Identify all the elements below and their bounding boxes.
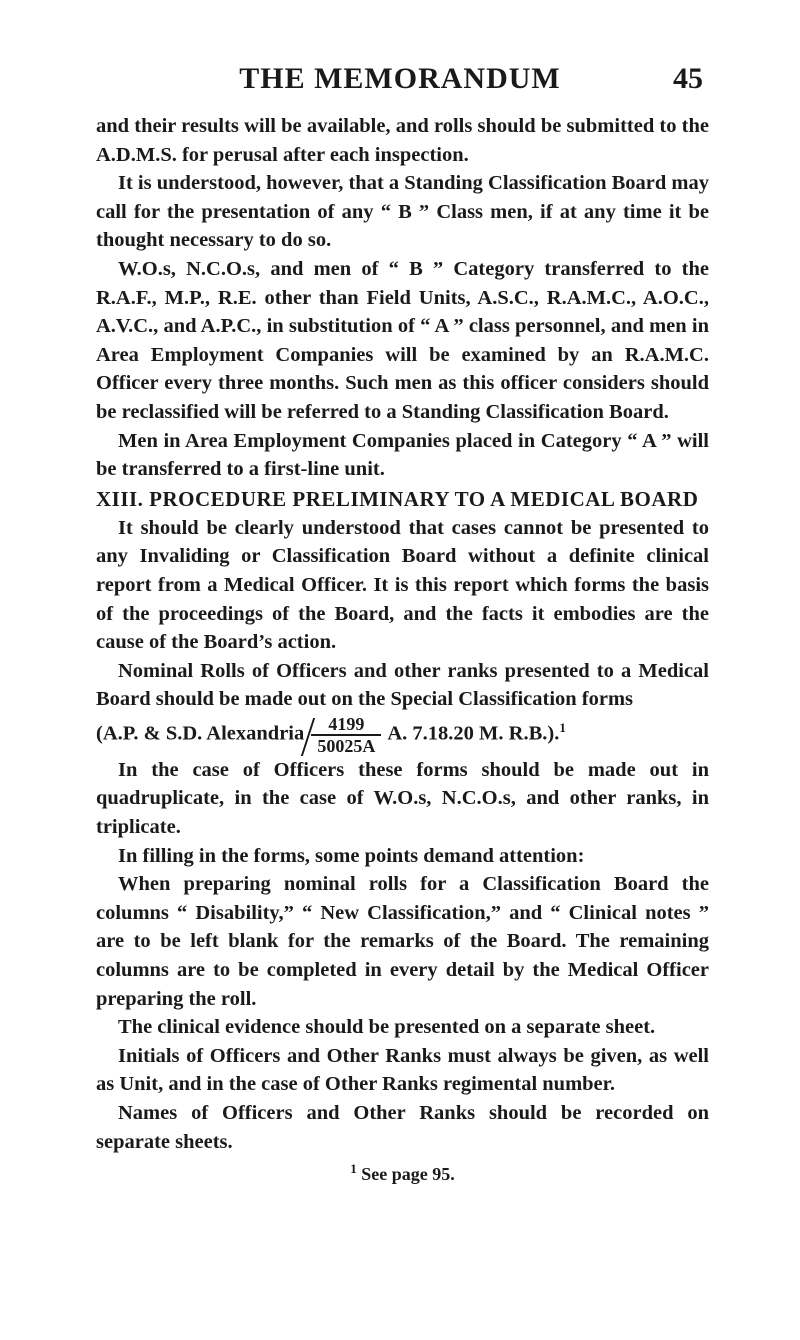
paragraph: Men in Area Employment Companies placed in Category “ A ” will be transferred to a first-line unit.	[96, 429, 709, 481]
paragraph: Nominal Rolls of Officers and other ranks presented to a Medical Board should be made out on the Special Classification forms	[96, 659, 709, 711]
footnote-number: 1	[350, 1161, 357, 1177]
fraction-numerator: 4199	[328, 713, 365, 734]
footnote-text: See page 95.	[361, 1164, 455, 1185]
paragraph: The clinical evidence should be presented on a separate sheet.	[118, 1016, 656, 1039]
page-number: 45	[673, 62, 703, 95]
section-heading: XIII. PROCEDURE PRELIMINARY TO A MEDICAL BOARD	[96, 486, 699, 511]
body-text	[96, 112, 709, 1186]
paragraph: Names of Officers and Other Ranks should be recorded on separate sheets.	[96, 1102, 709, 1153]
running-title: THE MEMORANDUM	[239, 62, 561, 95]
footnote-marker: 1	[559, 719, 566, 735]
paragraph: In filling in the forms, some points demand attention:	[118, 844, 585, 867]
paragraph: W.O.s, N.C.O.s, and men of “ B ” Category transferred to the R.A.F., M.P., R.E. other than Field Units, A.S.C., R.A.M.C., A.O.C., A.V.C., and A.P.C., in substitution of “ A ” class personnel, and men in Area Employment Companies will be examined by an R.A.M.C. Officer every three months. Such men as this officer considers should be reclassified will be referred to a Standing Classification Board.	[96, 257, 709, 423]
running-head	[0, 62, 800, 102]
fraction-denominator: 50025A	[311, 734, 381, 756]
paragraph: It is understood, however, that a Standing Classification Board may call for the presentation of any “ B ” Class men, if at any time it be thought necessary to do so.	[96, 172, 709, 252]
footnote	[96, 1162, 709, 1186]
paragraph: It should be clearly understood that cases cannot be presented to any Invaliding or Classification Board without a definite clinical report from a Medical Officer. It is this report which forms the basis of the proceedings of the Board, and the facts it embodies are the cause of the Board’s action.	[96, 516, 709, 654]
paragraph: Initials of Officers and Other Ranks must always be given, as well as Unit, and in the case of Other Ranks regimental number.	[96, 1044, 709, 1096]
form-reference-line	[96, 714, 709, 756]
paragraph: When preparing nominal rolls for a Classification Board the columns “ Disability,” “ New Classification,” and “ Clinical notes ” are to be left blank for the remarks of the Board. The remaining columns are to be completed in every detail by the Medical Officer preparing the roll.	[96, 873, 709, 1010]
form-number-fraction	[311, 714, 381, 756]
form-reference-suffix: A. 7.18.20 M. R.B.).	[387, 722, 560, 745]
paragraph: and their results will be available, and rolls should be submitted to the A.D.M.S. for perusal after each inspection.	[96, 115, 709, 166]
form-reference-prefix: (A.P. & S.D. Alexandria	[96, 722, 305, 745]
paragraph: In the case of Officers these forms should be made out in quadruplicate, in the case of W.O.s, N.C.O.s, and other ranks, in triplicate.	[96, 758, 709, 839]
